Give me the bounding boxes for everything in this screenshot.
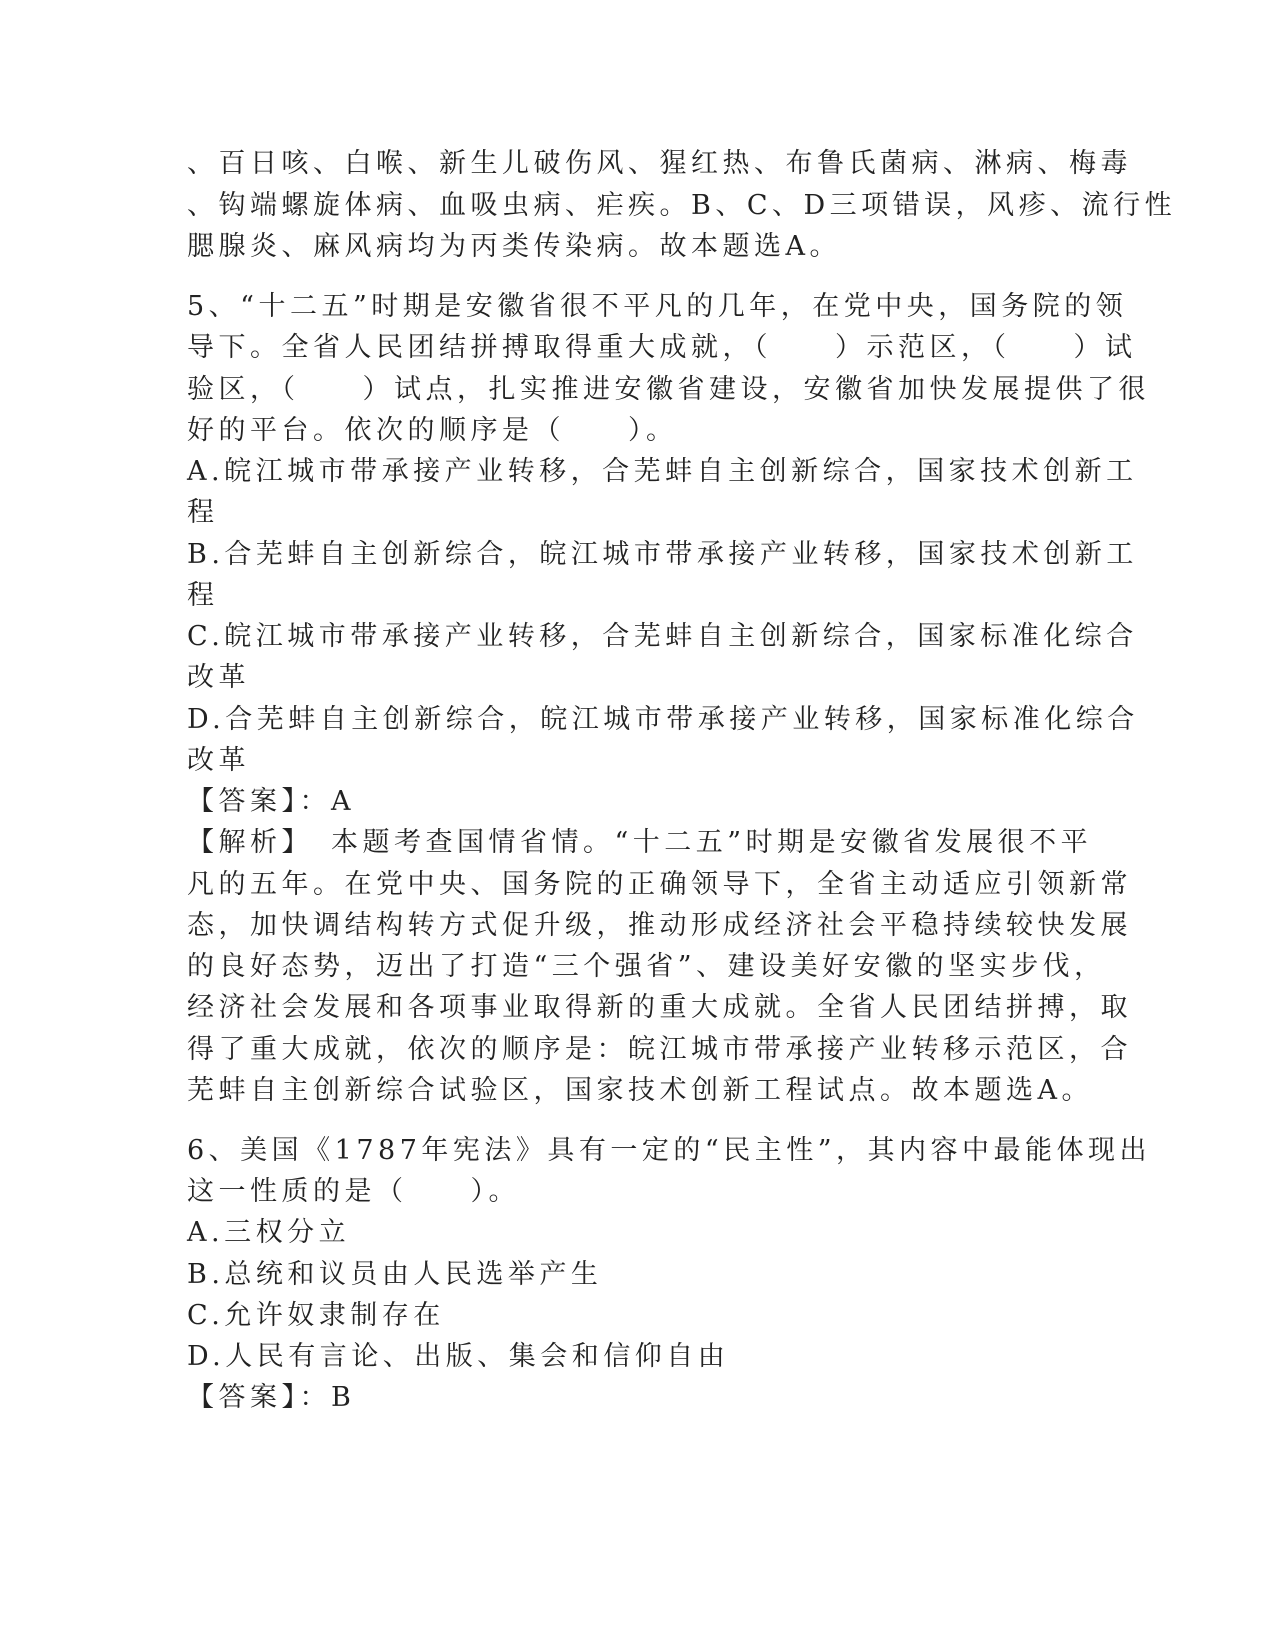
- answer-label: 【答案】：A: [187, 786, 355, 817]
- text-line: 、钩端螺旋体病、血吸虫病、疟疾。B、C、D三项错误，风疹、流行性: [187, 190, 1177, 221]
- question-stem-line: 这一性质的是（ ）。: [187, 1176, 520, 1207]
- option-c-line: 改革: [187, 662, 250, 693]
- option-a-line: 程: [187, 497, 219, 528]
- question-stem-line: 导下。全省人民团结拼搏取得重大成就，（ ）示范区，（ ）试: [187, 332, 1137, 363]
- question-stem-line: 5、“十二五”时期是安徽省很不平凡的几年，在党中央，国务院的领: [187, 291, 1128, 322]
- option-a-line: A.皖江城市带承接产业转移，合芜蚌自主创新综合，国家技术创新工: [187, 456, 1138, 487]
- question-stem-line: 6、美国《1787年宪法》具有一定的“民主性”，其内容中最能体现出: [187, 1135, 1151, 1166]
- option-c: C.允许奴隶制存在: [187, 1300, 445, 1331]
- option-b-line: B.合芜蚌自主创新综合，皖江城市带承接产业转移，国家技术创新工: [187, 539, 1138, 570]
- option-a: A.三权分立: [187, 1217, 351, 1248]
- text-line: 、百日咳、白喉、新生儿破伤风、猩红热、布鲁氏菌病、淋病、梅毒: [187, 148, 1132, 179]
- analysis-line: 【解析】 本题考查国情省情。“十二五”时期是安徽省发展很不平: [187, 827, 1093, 858]
- text-line: 腮腺炎、麻风病均为丙类传染病。故本题选A。: [187, 231, 841, 262]
- option-b-line: 程: [187, 580, 219, 611]
- analysis-line: 态，加快调结构转方式促升级，推动形成经济社会平稳持续较快发展: [187, 910, 1132, 941]
- analysis-line: 凡的五年。在党中央、国务院的正确领导下，全省主动适应引领新常: [187, 869, 1132, 900]
- option-c-line: C.皖江城市带承接产业转移，合芜蚌自主创新综合，国家标准化综合: [187, 621, 1138, 652]
- analysis-line: 芜蚌自主创新综合试验区，国家技术创新工程试点。故本题选A。: [187, 1075, 1093, 1106]
- option-d-line: D.合芜蚌自主创新综合，皖江城市带承接产业转移，国家标准化综合: [187, 704, 1139, 735]
- analysis-line: 的良好态势，迈出了打造“三个强省”、建设美好安徽的坚实步伐，: [187, 951, 1106, 982]
- answer-label: 【答案】：B: [187, 1382, 356, 1413]
- analysis-line: 得了重大成就，依次的顺序是：皖江城市带承接产业转移示范区，合: [187, 1034, 1132, 1065]
- question-stem-line: 好的平台。依次的顺序是（ ）。: [187, 415, 678, 446]
- option-d: D.人民有言论、出版、集会和信仰自由: [187, 1341, 730, 1372]
- analysis-line: 经济社会发展和各项事业取得新的重大成就。全省人民团结拼搏，取: [187, 992, 1132, 1023]
- question-stem-line: 验区，（ ）试点，扎实推进安徽省建设，安徽省加快发展提供了很: [187, 374, 1150, 405]
- option-d-line: 改革: [187, 745, 250, 776]
- option-b: B.总统和议员由人民选举产生: [187, 1259, 603, 1290]
